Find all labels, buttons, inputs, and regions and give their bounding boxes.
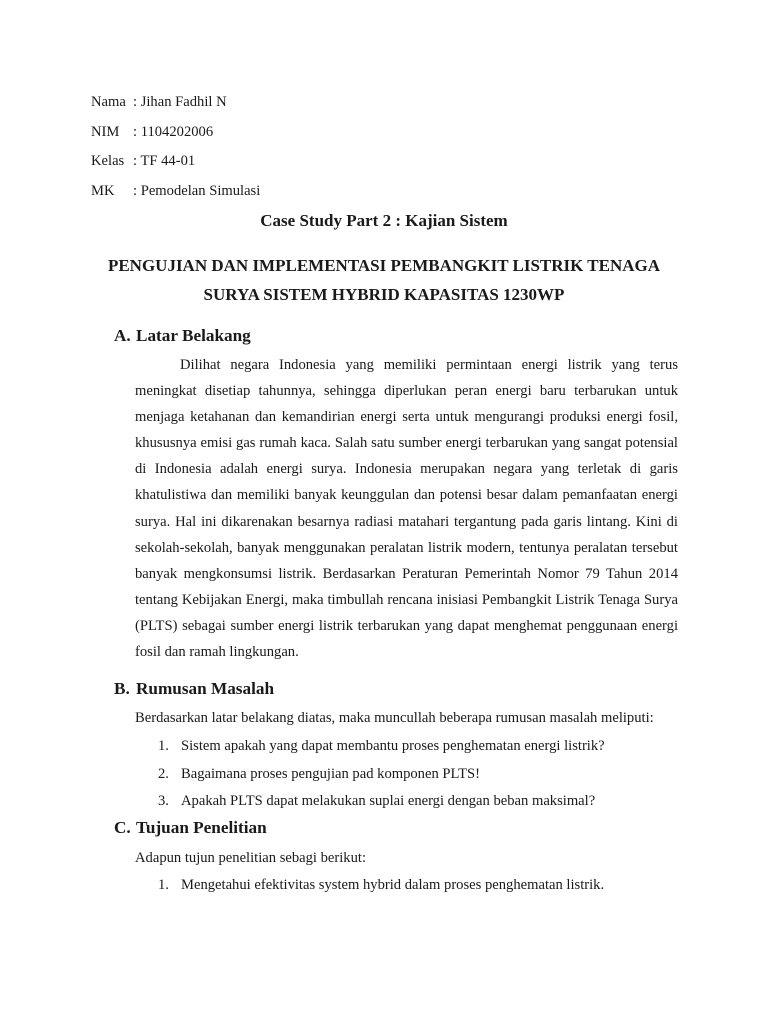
info-value: : Pemodelan Simulasi <box>133 182 261 199</box>
section-title: Latar Belakang <box>136 326 251 345</box>
list-item <box>158 736 605 764</box>
info-row-nim <box>91 122 260 152</box>
section-marker: A. <box>114 326 131 345</box>
section-marker: B. <box>114 679 130 698</box>
section-marker: C. <box>114 818 131 837</box>
info-label: MK <box>91 182 115 199</box>
list-item <box>158 764 605 792</box>
list-text: Mengetahui efektivitas system hybrid dalam proses penghematan listrik. <box>181 877 605 893</box>
student-info <box>91 92 260 210</box>
info-row-kelas <box>91 151 260 181</box>
info-row-mk <box>91 181 260 211</box>
list-item <box>158 791 605 819</box>
case-study-title: Case Study Part 2 : Kajian Sistem <box>260 211 508 230</box>
objective-intro: Adapun tujun penelitian sebagi berikut: <box>135 850 367 866</box>
document-title: PENGUJIAN DAN IMPLEMENTASI PEMBANGKIT LISTRIK TENAGA SURYA SISTEM HYBRID KAPASITAS 1230WP <box>107 256 661 304</box>
info-label: Nama <box>91 94 126 110</box>
section-title: Rumusan Masalah <box>136 679 275 698</box>
info-row-nama <box>91 92 260 122</box>
info-value: : Jihan Fadhil N <box>133 94 227 110</box>
problem-intro: Berdasarkan latar belakang diatas, maka muncullah beberapa rumusan masalah meliputi: <box>135 710 654 726</box>
list-text: Sistem apakah yang dapat membantu proses penghematan energi listrik? <box>181 738 605 754</box>
section-heading-latar-belakang <box>114 325 251 347</box>
info-value: : 1104202006 <box>133 123 214 140</box>
section-title: Tujuan Penelitian <box>136 818 267 837</box>
background-paragraph: Dilihat negara Indonesia yang memiliki permintaan energi listrik yang terus meningkat disetiap tahunnya, sehingga diperlukan peran energi baru terbarukan untuk menjaga ketahanan dan kemandirian energi serta untuk mengurangi produksi energi fosil, khususnya emisi gas rumah kaca. Salah satu sumber energi terbarukan yang sangat potensial di Indonesia adalah energi surya. Indonesia merupakan negara yang terletak di garis khatulistiwa dan memiliki banyak keunggulan dan potensi besar dalam pemanfaatan energi surya. Hal ini dikarenakan besarnya radiasi matahari tergantung pada garis lintang. Kini di sekolah-sekolah, banyak menggunakan peralatan listrik modern, tentunya peralatan tersebut banyak mengkonsumsi listrik. Berdasarkan Peraturan Pemerintah Nomor 79 Tahun 2014 tentang Kebijakan Energi, maka timbullah rencana inisiasi Pembangkit Listrik Tenaga Surya (PLTS) sebagai sumber energi listrik terbarukan yang dapat menghemat penggunaan energi fosil dan ramah lingkungan. <box>135 357 678 661</box>
list-number: 1. <box>158 738 169 754</box>
list-item <box>158 875 604 903</box>
objective-list <box>158 875 604 903</box>
section-heading-rumusan-masalah <box>114 678 274 700</box>
list-text: Apakah PLTS dapat melakukan suplai energi dengan beban maksimal? <box>181 793 596 809</box>
info-label: Kelas <box>91 153 125 169</box>
list-number: 3. <box>158 793 169 809</box>
info-label: NIM <box>91 123 120 140</box>
section-heading-tujuan-penelitian <box>114 817 267 839</box>
info-value: : TF 44-01 <box>133 153 196 169</box>
list-number: 1. <box>158 877 169 893</box>
problem-list <box>158 736 605 819</box>
list-number: 2. <box>158 765 169 782</box>
list-text: Bagaimana proses pengujian pad komponen PLTS! <box>181 765 480 782</box>
